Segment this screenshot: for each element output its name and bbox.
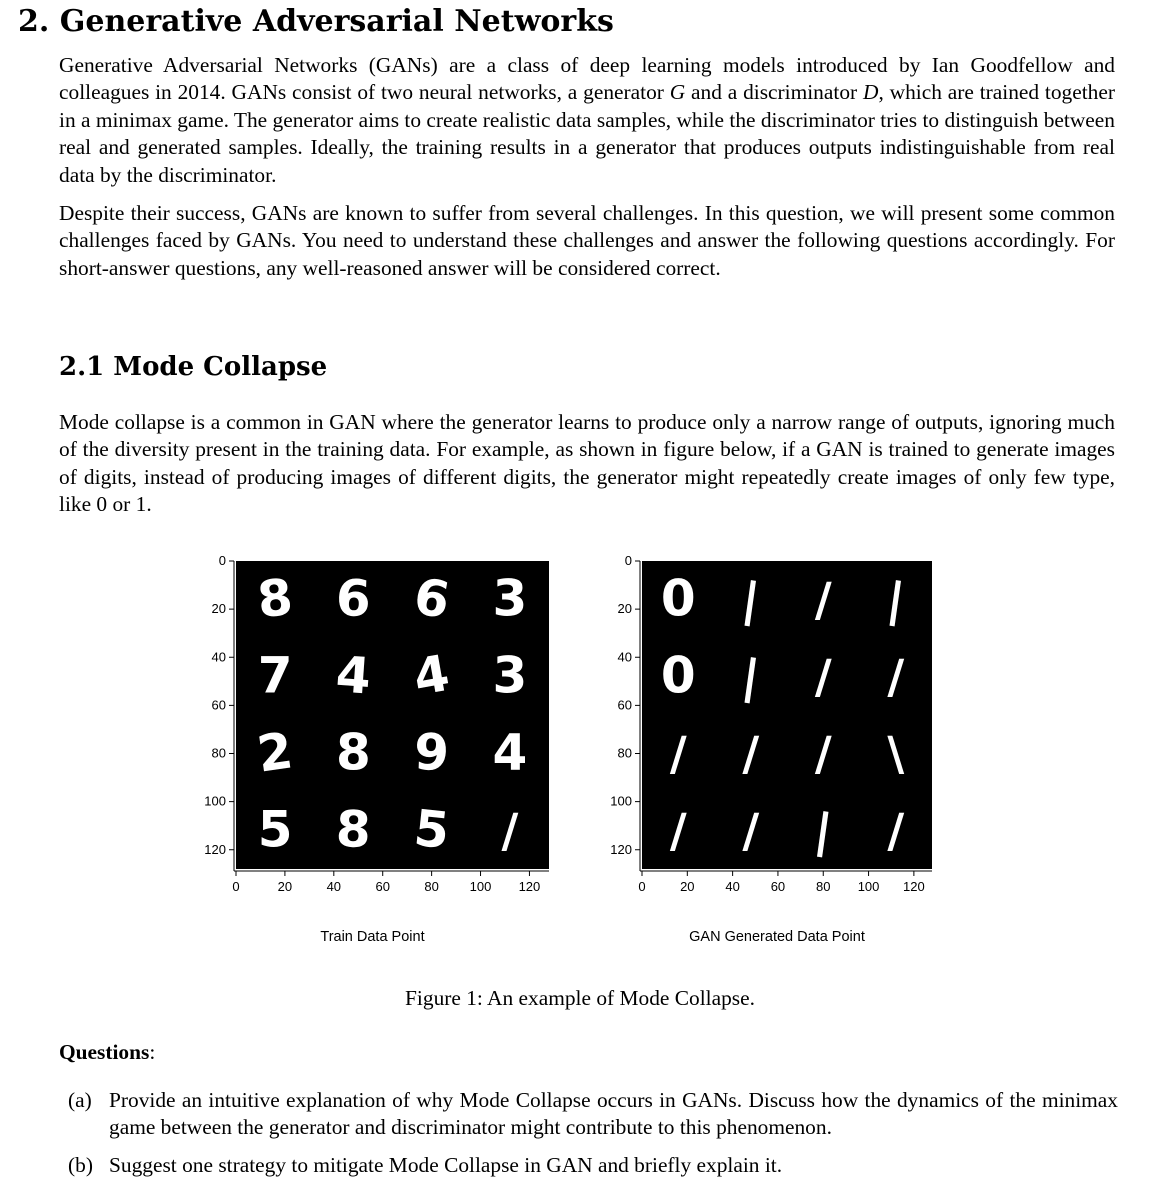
- panel-1-ytick-label: 60: [211, 697, 226, 713]
- panel-1-xtick-label: 40: [326, 879, 342, 894]
- questions-heading: [59, 1040, 155, 1065]
- panel-2-xtick-label: 40: [725, 879, 740, 894]
- panel-1-digit: /: [501, 803, 519, 858]
- panel-1-xtick-label: 60: [375, 879, 390, 894]
- intro-text-part-1: Generative Adversarial Networks (GANs) are a class of deep learning models introduced by Ian Goodfellow and colleagues in 2014. GANs consist of two neural networks, a generator: [59, 53, 1115, 105]
- panel-1-title: Train Data Point: [320, 929, 425, 945]
- panel-2-ytick-label: 0: [624, 553, 632, 568]
- panel-1-digit: 6: [335, 568, 372, 629]
- panel-1-digit: 8: [335, 799, 372, 860]
- panel-1-digit: 9: [413, 722, 451, 783]
- questions-label: Questions: [59, 1040, 150, 1064]
- panel-1-digit: 3: [492, 569, 528, 628]
- panel-2-xtick-label: 20: [680, 879, 695, 894]
- panel-2-digit: |: [738, 648, 763, 705]
- panel-1-xtick-label: 120: [518, 879, 541, 894]
- panel-2-digit: /: [742, 726, 760, 781]
- panel-1-digit: 4: [492, 723, 528, 782]
- panel-2-ytick-label: 20: [617, 601, 632, 617]
- discriminator-symbol: D: [862, 80, 879, 105]
- generator-symbol: G: [669, 80, 686, 105]
- intro-text-part-3: , which are trained together in a minimax game. The generator aims to create realistic data samples, while the discriminator tries to distinguish between real and generated samples. Ideally, the training results in a generator that produces outputs indistinguishable from real data by the discriminator.: [59, 80, 1115, 187]
- subsection-title: 2.1 Mode Collapse: [59, 352, 328, 382]
- panel-1-xtick-label: 80: [424, 879, 439, 894]
- panel-2-ytick-label: 40: [617, 649, 632, 665]
- panel-2-digit: /: [742, 803, 760, 858]
- question-a-text: Provide an intuitive explanation of why Mode Collapse occurs in GANs. Discuss how the dynamics of the minimax game between the generator and discriminator might contribute to this phenomenon.: [109, 1088, 1118, 1140]
- panel-2-digit: /: [887, 803, 905, 858]
- panel-1-ytick-label: 40: [211, 649, 226, 665]
- panel-1-digit: 8: [335, 723, 371, 782]
- panel-2-xtick-label: 120: [903, 879, 925, 894]
- panel-1-ytick-label: 120: [204, 841, 226, 857]
- panel-1-digit: 3: [492, 646, 528, 705]
- panel-1-digit: 6: [409, 566, 454, 631]
- panel-2-ytick-label: 60: [617, 697, 632, 713]
- intro-paragraph-1: [59, 52, 1115, 189]
- panel-2-xtick-label: 0: [638, 879, 646, 894]
- panel-2-ytick-label: 120: [610, 841, 632, 857]
- question-b: [68, 1152, 1118, 1179]
- panel-1-xtick-label: 0: [232, 879, 240, 894]
- panel-2-digit: /: [669, 726, 687, 781]
- question-a-label: (a): [68, 1088, 92, 1112]
- panel-2-digit: 0: [660, 646, 696, 705]
- panel-2-digit: /: [887, 649, 905, 704]
- panel-1-digit: 7: [257, 646, 293, 705]
- panel-1-digit: 4: [334, 645, 373, 706]
- figure-1: [190, 548, 950, 958]
- panel-2-digit: \: [887, 726, 905, 781]
- figure-svg: [190, 548, 950, 958]
- questions-colon: :: [149, 1040, 156, 1064]
- panel-1-ytick-label: 80: [211, 745, 226, 761]
- panel-1-digit: 8: [254, 567, 296, 630]
- panel-1-ytick-label: 0: [218, 553, 226, 568]
- section-title: 2. Generative Adversarial Networks: [18, 4, 614, 39]
- panel-2-digit: /: [669, 803, 687, 858]
- panel-1-ytick-label: 100: [204, 793, 226, 809]
- panel-2-digit: /: [814, 726, 832, 781]
- panel-2-ytick-label: 100: [610, 793, 632, 809]
- panel-1-digit: 5: [257, 800, 293, 859]
- intro-text-part-2: and a discriminator: [685, 80, 863, 105]
- panel-2-xtick-label: 60: [770, 879, 786, 894]
- panel-2-xtick-label: 100: [857, 879, 880, 894]
- question-b-label: (b): [68, 1153, 93, 1177]
- panel-1-digit: 4: [409, 643, 454, 708]
- question-b-text: Suggest one strategy to mitigate Mode Collapse in GAN and briefly explain it.: [109, 1153, 783, 1177]
- figure-caption: Figure 1: An example of Mode Collapse.: [405, 986, 755, 1010]
- panel-1-xtick-label: 100: [469, 879, 492, 894]
- panel-2-digit: 0: [660, 569, 696, 628]
- panel-1-ytick-label: 20: [211, 601, 226, 617]
- panel-2-digit: /: [814, 572, 832, 627]
- panel-1-digit: 2: [253, 721, 297, 784]
- panel-2-digit: |: [811, 802, 836, 859]
- panel-2-digit: |: [738, 571, 763, 628]
- panel-2-title: GAN Generated Data Point: [689, 929, 865, 945]
- mode-collapse-paragraph: Mode collapse is a common in GAN where the generator learns to produce only a narrow range of outputs, ignoring much of the diversity present in the training data. For example, as shown in figure below, if a GAN is trained to generate images of digits, instead of producing images of different digits, the generator might repeatedly create images of only few type, like 0 or 1.: [59, 410, 1115, 517]
- panel-2-digit: /: [814, 649, 832, 704]
- question-a: [68, 1087, 1118, 1142]
- panel-2-xtick-label: 80: [816, 879, 831, 894]
- intro-paragraph-2: Despite their success, GANs are known to suffer from several challenges. In this question, we will present some common challenges faced by GANs. You need to understand these challenges and answer the following questions accordingly. For short-answer questions, any well-reasoned answer will be considered correct.: [59, 201, 1115, 280]
- panel-1-xtick-label: 20: [277, 879, 293, 894]
- panel-2-ytick-label: 80: [617, 745, 632, 761]
- panel-1-digit: 5: [411, 798, 453, 861]
- panel-2-digit: |: [883, 571, 908, 628]
